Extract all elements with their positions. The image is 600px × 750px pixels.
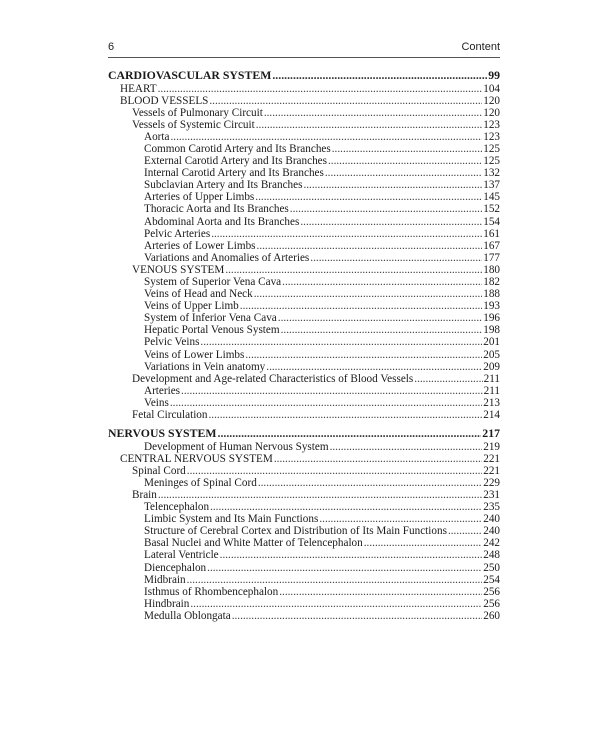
toc-entry	[108, 586, 500, 598]
toc-entry-page: 120	[483, 106, 500, 119]
toc-entry-page: 180	[483, 263, 500, 276]
toc-entry	[108, 179, 500, 191]
toc-entry-title: Meninges of Spinal Cord	[144, 476, 257, 489]
toc-entry-title: Internal Carotid Artery and Its Branches	[144, 167, 324, 180]
toc-entry-page: 177	[483, 251, 500, 264]
toc-entry	[108, 312, 500, 324]
page-number: 6	[108, 41, 115, 53]
toc-entry	[108, 598, 500, 610]
toc-leader-dots	[279, 586, 482, 598]
toc-entry-page: 188	[483, 288, 500, 301]
toc-leader-dots	[278, 312, 482, 324]
toc-entry-page: 235	[483, 501, 500, 514]
toc-entry	[108, 264, 500, 276]
toc-leader-dots	[245, 349, 482, 361]
toc-entry-page: 256	[483, 585, 500, 598]
toc-entry	[108, 426, 500, 441]
toc-entry-page: 196	[483, 312, 500, 325]
toc-entry	[108, 397, 500, 409]
toc-entry-title: Arteries	[144, 384, 181, 397]
toc-leader-dots	[256, 119, 482, 131]
toc-leader-dots	[210, 501, 482, 513]
toc-entry-title: Development of Human Nervous System	[144, 440, 329, 453]
running-header	[108, 41, 500, 55]
toc-entry	[108, 228, 500, 240]
toc-entry	[108, 68, 500, 83]
toc-entry-title: Arteries of Lower Limbs	[144, 239, 256, 252]
toc-leader-dots	[254, 288, 482, 300]
toc-leader-dots	[332, 143, 482, 155]
toc-entry-page: 123	[483, 130, 500, 143]
toc-entry-title: VENOUS SYSTEM	[132, 263, 225, 276]
toc-entry	[108, 167, 500, 179]
toc-entry	[108, 489, 500, 501]
toc-entry-page: 231	[483, 489, 500, 501]
running-title: Content	[461, 41, 500, 53]
toc-entry-page: 104	[483, 82, 500, 95]
toc-entry-title: Medulla Oblongata	[144, 609, 231, 622]
toc-entry	[108, 409, 500, 421]
toc-leader-dots	[207, 562, 482, 574]
toc-entry	[108, 501, 500, 513]
toc-leader-dots	[209, 409, 483, 421]
toc-leader-dots	[255, 191, 482, 203]
toc-leader-dots	[325, 167, 482, 179]
toc-leader-dots	[240, 300, 482, 312]
toc-entry	[108, 203, 500, 215]
toc-entry-title: Vessels of Pulmonary Circuit	[132, 106, 263, 119]
toc-entry-title: Arteries of Upper Limbs	[144, 191, 255, 204]
toc-entry	[108, 525, 500, 537]
toc-leader-dots	[158, 83, 483, 95]
toc-entry-page: 132	[483, 167, 500, 180]
toc-entry	[108, 465, 500, 477]
toc-entry-title: Telencephalon	[144, 501, 210, 514]
toc-entry	[108, 107, 500, 119]
toc-entry	[108, 513, 500, 525]
toc-entry-page: 221	[483, 464, 500, 477]
toc-entry-title: Brain	[132, 489, 157, 501]
toc-entry	[108, 562, 500, 574]
toc-entry-page: 248	[483, 549, 500, 562]
toc-entry	[108, 549, 500, 561]
toc-entry-page: 182	[483, 276, 500, 288]
toc-entry-page: 152	[483, 203, 500, 216]
toc-entry-title: NERVOUS SYSTEM	[108, 426, 217, 441]
toc-leader-dots	[330, 441, 483, 453]
toc-entry-page: 213	[483, 396, 500, 409]
toc-entry-title: Hepatic Portal Venous System	[144, 324, 280, 337]
toc-entry	[108, 349, 500, 361]
toc-entry-page: 211	[483, 384, 500, 397]
toc-leader-dots	[187, 574, 483, 586]
toc-leader-dots	[290, 203, 482, 215]
toc-entry-title: Hindbrain	[144, 597, 190, 610]
toc-leader-dots	[232, 610, 483, 622]
toc-entry-page: 240	[483, 513, 500, 526]
toc-entry-page: 214	[483, 409, 500, 422]
toc-entry-page: 201	[483, 336, 500, 349]
toc-entry-title: Basal Nuclei and White Matter of Telencephalon	[144, 537, 363, 550]
toc-entry-title: Thoracic Aorta and Its Branches	[144, 203, 289, 216]
toc-entry-title: Common Carotid Artery and Its Branches	[144, 142, 331, 155]
toc-entry	[108, 361, 500, 373]
toc-entry-title: Limbic System and Its Main Functions	[144, 513, 319, 526]
toc-entry	[108, 610, 500, 622]
toc-entry	[108, 373, 500, 385]
toc-entry-title: Variations and Anomalies of Arteries	[144, 251, 310, 264]
toc-entry-page: 240	[483, 525, 500, 538]
toc-leader-dots	[264, 107, 482, 119]
toc-entry-title: Lateral Ventricle	[144, 549, 219, 562]
toc-entry	[108, 216, 500, 228]
toc-entry-page: 221	[483, 452, 500, 465]
toc-entry-page: 229	[483, 476, 500, 489]
toc-entry	[108, 252, 500, 264]
toc-leader-dots	[258, 477, 482, 489]
toc-leader-dots	[158, 489, 482, 501]
toc-leader-dots	[274, 453, 482, 465]
toc-entry	[108, 385, 500, 397]
toc-entry-title: Isthmus of Rhombencephalon	[144, 585, 279, 598]
toc-leader-dots	[300, 216, 482, 228]
toc-leader-dots	[319, 513, 482, 525]
toc-entry-page: 198	[483, 324, 500, 337]
toc-entry-title: Diencephalon	[144, 561, 207, 574]
toc-entry-page: 219	[483, 440, 500, 453]
toc-leader-dots	[303, 179, 482, 191]
toc-entry-title: CARDIOVASCULAR SYSTEM	[108, 68, 272, 82]
toc-entry	[108, 276, 500, 288]
toc-entry-title: BLOOD VESSELS	[120, 94, 209, 107]
toc-entry-page: 217	[482, 426, 500, 441]
toc-entry-title: Structure of Cerebral Cortex and Distribution of Its Main Functions	[144, 525, 447, 538]
toc-entry-title: System of Inferior Vena Cava	[144, 312, 277, 325]
toc-entry	[108, 324, 500, 336]
toc-entry	[108, 83, 500, 95]
toc-entry	[108, 240, 500, 252]
toc-entry-title: HEART	[120, 82, 157, 95]
toc-leader-dots	[414, 373, 482, 385]
toc-leader-dots	[187, 465, 482, 477]
toc-entry	[108, 143, 500, 155]
toc-entry-title: Abdominal Aorta and Its Branches	[144, 215, 300, 228]
toc-entry	[108, 441, 500, 453]
toc-entry	[108, 155, 500, 167]
toc-leader-dots	[200, 336, 482, 348]
toc-leader-dots	[364, 537, 482, 549]
toc-entry-page: 256	[483, 597, 500, 610]
toc-entry	[108, 119, 500, 131]
toc-entry	[108, 95, 500, 107]
toc-entry	[108, 453, 500, 465]
toc-entry-title: Midbrain	[144, 573, 186, 586]
toc-entry-title: Subclavian Artery and Its Branches	[144, 179, 303, 192]
toc-entry	[108, 477, 500, 489]
toc-leader-dots	[272, 68, 487, 83]
toc-entry-page: 167	[483, 239, 500, 252]
toc-entry-title: Aorta	[144, 130, 170, 143]
toc-leader-dots	[170, 397, 482, 409]
toc-entry	[108, 574, 500, 586]
toc-entry-page: 254	[483, 573, 500, 586]
toc-entry-title: External Carotid Artery and Its Branches	[144, 155, 327, 168]
toc-leader-dots	[170, 131, 482, 143]
toc-leader-dots	[190, 598, 482, 610]
toc-leader-dots	[220, 549, 483, 561]
toc-entry-title: Veins	[144, 396, 169, 409]
toc-entry-title: Development and Age-related Characteristics of Blood Vessels	[132, 372, 414, 385]
toc-entry-title: Pelvic Veins	[144, 336, 200, 349]
toc-entry-page: 120	[483, 94, 500, 107]
toc-leader-dots	[266, 361, 482, 373]
toc-entry	[108, 288, 500, 300]
toc-entry-page: 209	[483, 360, 500, 373]
toc-entry-title: Veins of Lower Limbs	[144, 348, 245, 361]
toc-entry	[108, 537, 500, 549]
table-of-contents	[108, 68, 500, 622]
toc-leader-dots	[209, 95, 482, 107]
toc-entry-page: 125	[483, 142, 500, 155]
toc-entry-title: Fetal Circulation	[132, 409, 208, 422]
toc-entry-page: 250	[483, 561, 500, 574]
toc-entry	[108, 131, 500, 143]
toc-entry-page: 99	[488, 68, 500, 82]
toc-entry	[108, 336, 500, 348]
toc-leader-dots	[281, 324, 483, 336]
toc-entry-page: 161	[483, 227, 500, 240]
toc-entry-page: 154	[483, 215, 500, 228]
toc-entry-title: Veins of Upper Limb	[144, 300, 239, 313]
toc-entry-page: 205	[483, 348, 500, 361]
toc-leader-dots	[225, 264, 482, 276]
toc-entry-title: Spinal Cord	[132, 464, 186, 477]
toc-leader-dots	[181, 385, 483, 397]
toc-leader-dots	[282, 276, 482, 288]
toc-entry-page: 193	[483, 300, 500, 313]
toc-leader-dots	[328, 155, 482, 167]
toc-entry-page: 123	[483, 118, 500, 131]
toc-leader-dots	[310, 252, 482, 264]
toc-leader-dots	[448, 525, 482, 537]
toc-entry	[108, 191, 500, 203]
toc-entry-page: 242	[483, 537, 500, 550]
header-rule	[108, 57, 500, 58]
toc-entry-page: 145	[483, 191, 500, 204]
toc-entry-page: 137	[483, 179, 500, 192]
toc-entry-title: Pelvic Arteries	[144, 227, 211, 240]
toc-entry-title: Variations in Vein anatomy	[144, 360, 266, 373]
toc-entry-title: Vessels of Systemic Circuit	[132, 118, 255, 131]
toc-entry	[108, 300, 500, 312]
toc-entry-page: 260	[483, 609, 500, 622]
toc-entry-page: 125	[483, 155, 500, 168]
toc-entry-title: Veins of Head and Neck	[144, 288, 253, 301]
toc-leader-dots	[257, 240, 483, 252]
toc-entry-page: 211	[483, 372, 500, 385]
toc-entry-title: System of Superior Vena Cava	[144, 276, 282, 288]
toc-leader-dots	[218, 426, 482, 441]
toc-entry-title: CENTRAL NERVOUS SYSTEM	[120, 452, 273, 465]
toc-leader-dots	[211, 228, 482, 240]
